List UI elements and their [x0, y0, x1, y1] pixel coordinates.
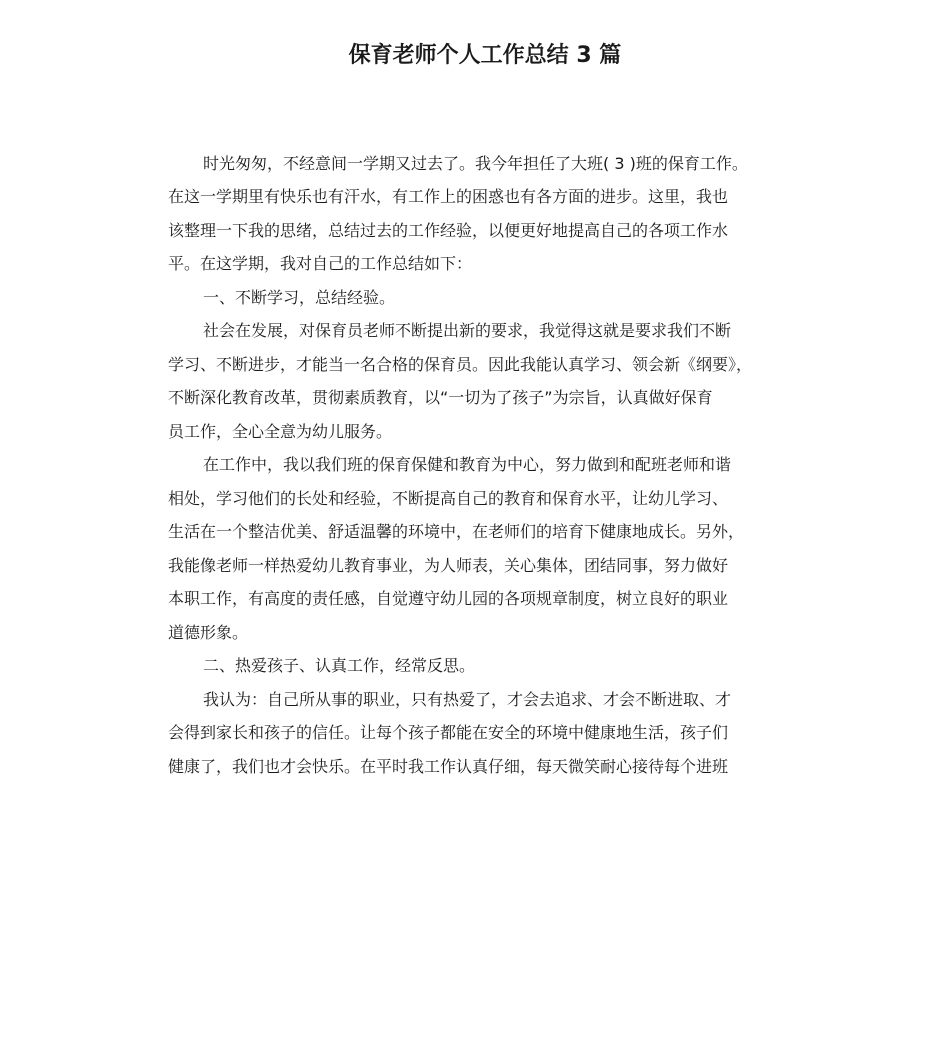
paragraph-line: 道德形象。 [168, 623, 249, 642]
paragraph-line: 我认为：自己所从事的职业，只有热爱了，才会去追求、才会不断进取、才 [203, 690, 732, 709]
paragraph-line: 时光匆匆，不经意间一学期又过去了。我今年担任了大班( 3 )班的保育工作。 [203, 154, 748, 173]
paragraph-line: 社会在发展，对保育员老师不断提出新的要求，我觉得这就是要求我们不断 [203, 321, 732, 340]
paragraph-line: 学习、不断进步，才能当一名合格的保育员。因此我能认真学习、领会新《纲要》， [168, 355, 753, 374]
section-heading-1: 一、不断学习，总结经验。 [203, 288, 396, 307]
paragraph-line: 在这一学期里有快乐也有汗水，有工作上的困惑也有各方面的进步。这里，我也 [168, 187, 729, 206]
paragraph-line: 生活在一个整洁优美、舒适温馨的环境中，在老师们的培育下健康地成长。另外， [168, 522, 745, 541]
section-heading-2: 二、热爱孩子、认真工作，经常反思。 [203, 656, 476, 675]
paragraph-line: 健康了，我们也才会快乐。在平时我工作认真仔细，每天微笑耐心接待每个进班 [168, 757, 729, 776]
paragraph-line: 相处，学习他们的长处和经验，不断提高自己的教育和保育水平，让幼儿学习、 [168, 489, 729, 508]
paragraph-line: 该整理一下我的思绪，总结过去的工作经验，以便更好地提高自己的各项工作水 [168, 221, 729, 240]
paragraph-line: 平。在这学期，我对自己的工作总结如下： [168, 254, 473, 273]
paragraph-line: 会得到家长和孩子的信任。让每个孩子都能在安全的环境中健康地生活，孩子们 [168, 723, 729, 742]
paragraph-line: 我能像老师一样热爱幼儿教育事业，为人师表，关心集体，团结同事，努力做好 [168, 556, 729, 575]
paragraph-line: 本职工作，有高度的责任感，自觉遵守幼儿园的各项规章制度，树立良好的职业 [168, 589, 729, 608]
paragraph-line: 在工作中，我以我们班的保育保健和教育为中心，努力做到和配班老师和谐 [203, 455, 732, 474]
paragraph-line: 员工作，全心全意为幼儿服务。 [168, 422, 393, 441]
paragraph-line: 不断深化教育改革，贯彻素质教育，以“一切为了孩子”为宗旨，认真做好保育 [168, 388, 713, 407]
document-title: 保育老师个人工作总结 3 篇 [348, 43, 622, 68]
